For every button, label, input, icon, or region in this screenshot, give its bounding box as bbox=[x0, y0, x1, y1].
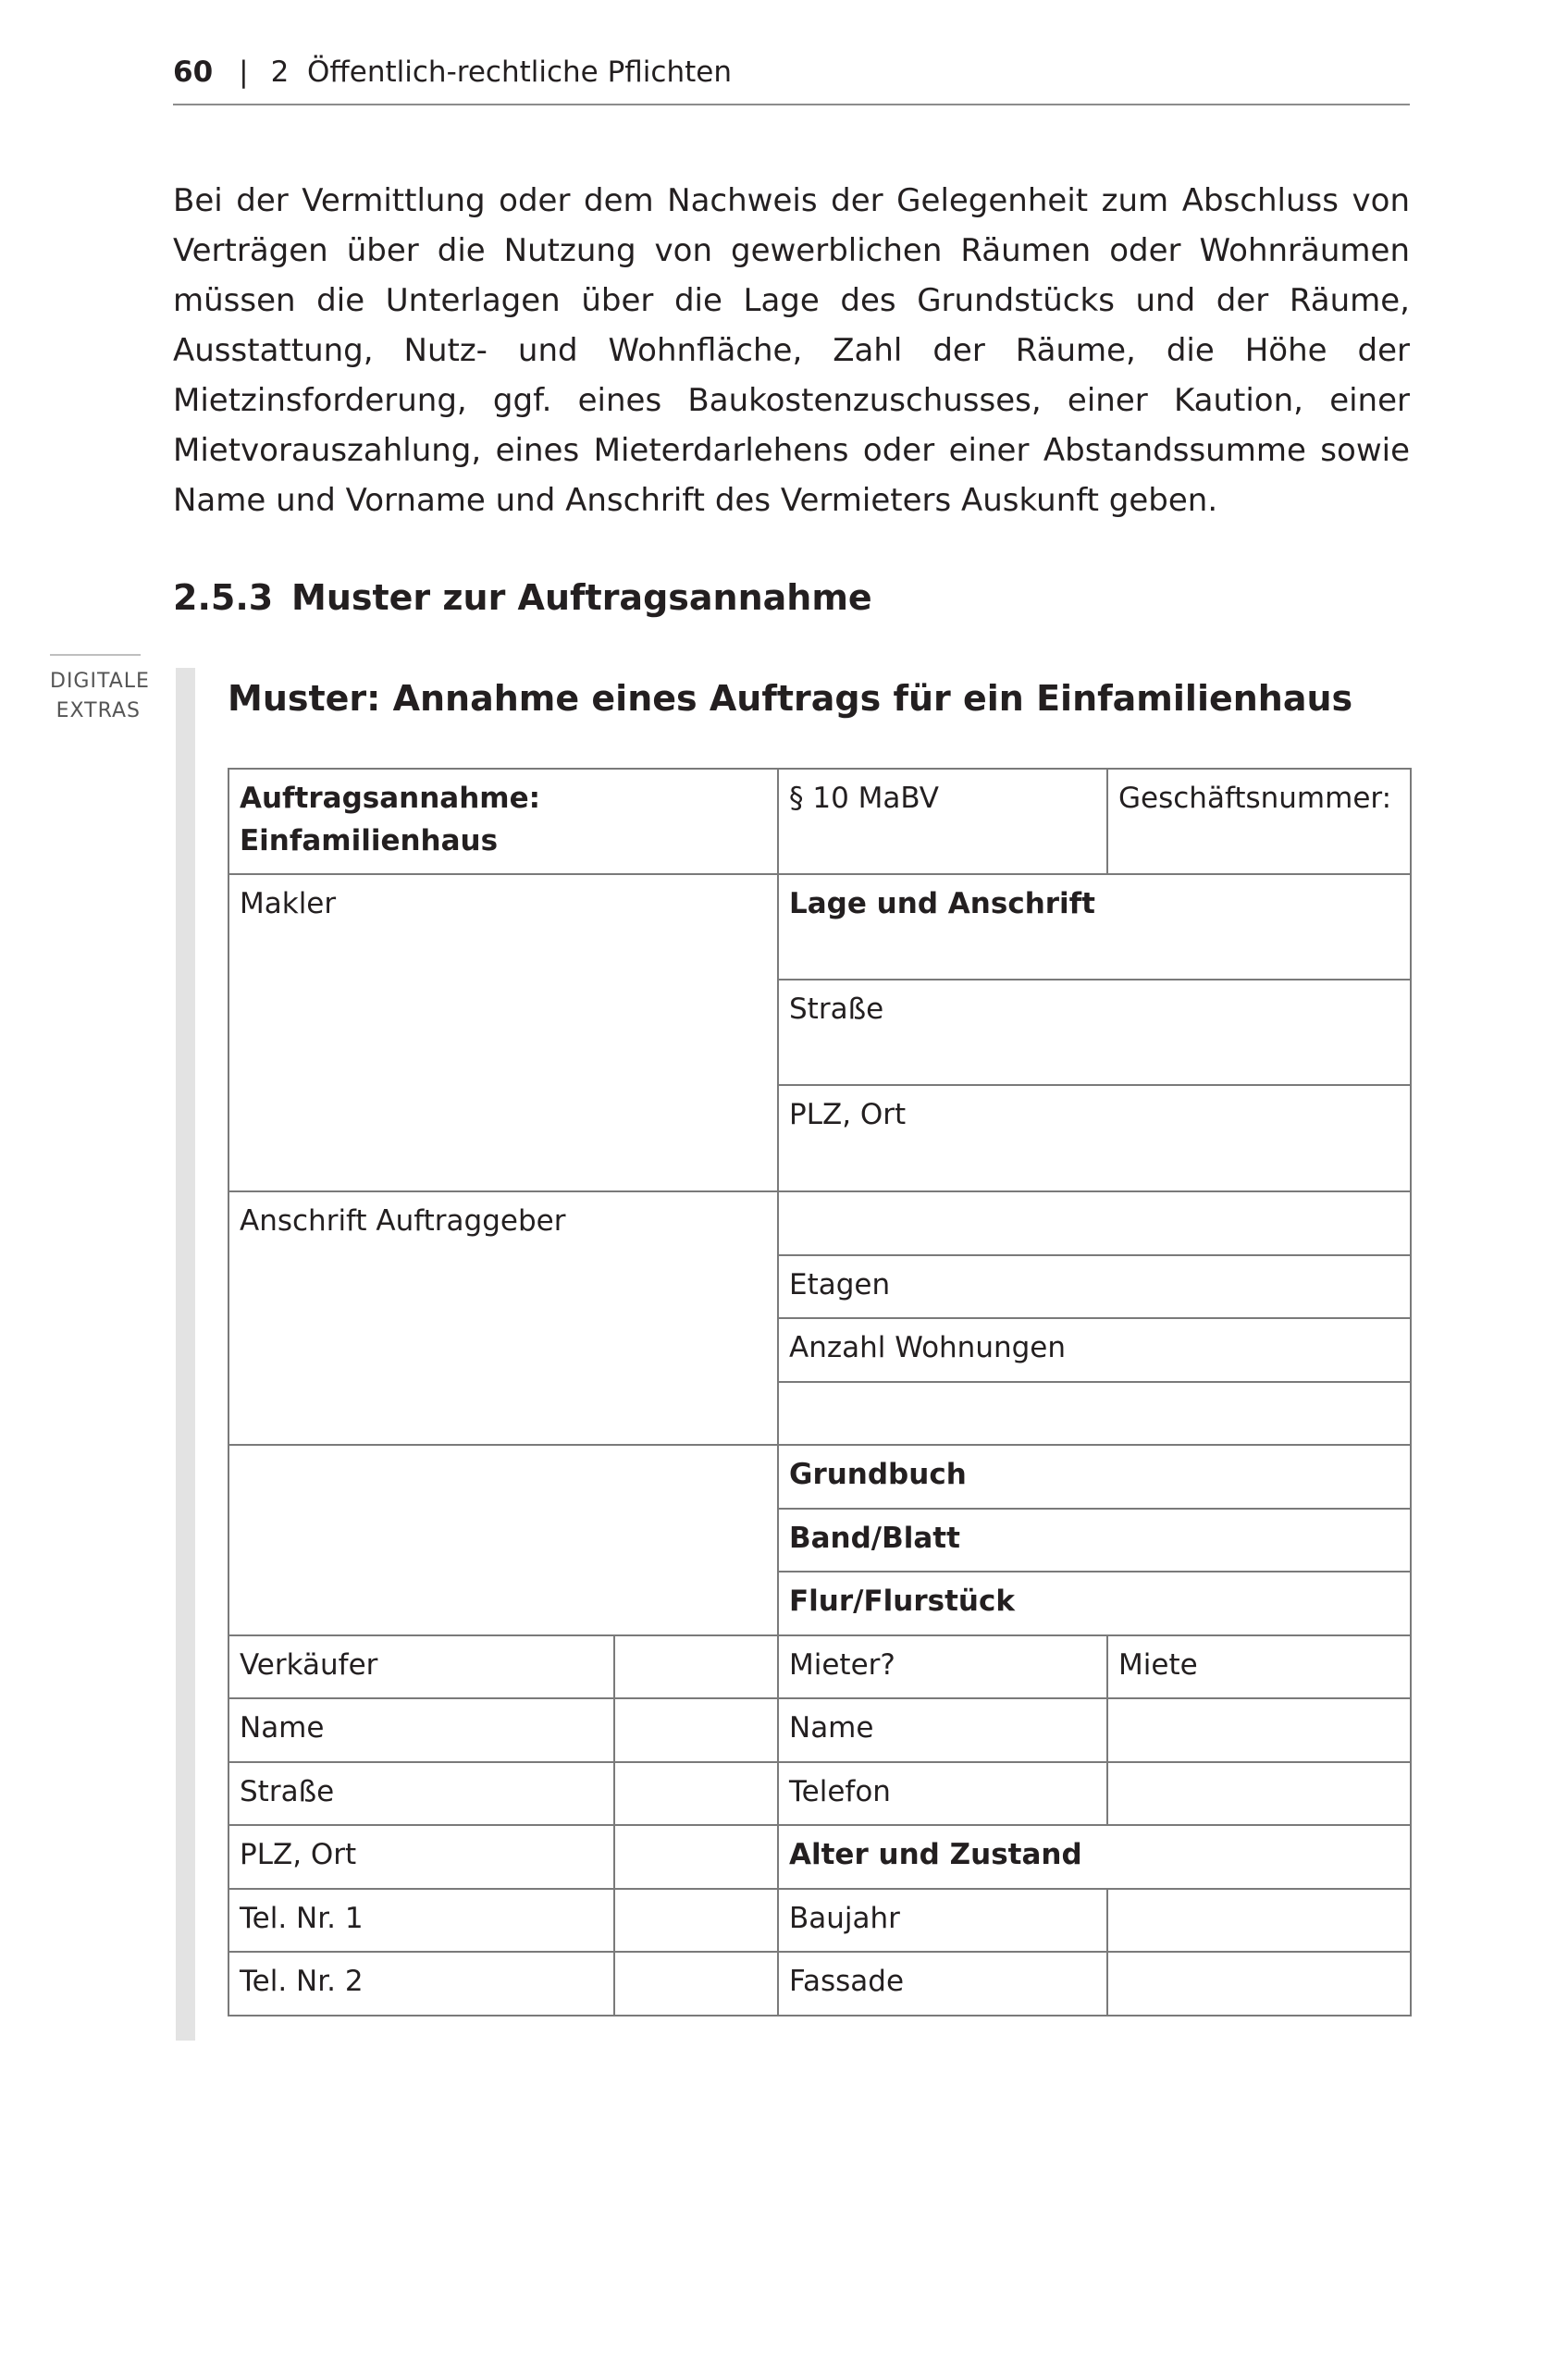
form-cell-tel2: Tel. Nr. 2 bbox=[228, 1952, 614, 2016]
section-number: 2.5.3 bbox=[173, 577, 274, 618]
form-cell-plz-ort-verkaeufer: PLZ, Ort bbox=[228, 1825, 614, 1889]
form-cell-empty-1 bbox=[778, 1191, 1411, 1255]
form-cell-empty-3 bbox=[228, 1445, 778, 1635]
page-number: 60 bbox=[173, 56, 214, 89]
form-cell-mieter: Mieter? bbox=[778, 1635, 1107, 1698]
form-cell-verkaeufer: Verkäufer bbox=[228, 1635, 614, 1698]
form-cell-makler: Makler bbox=[228, 874, 778, 1191]
form-cell-verkaeufer-value bbox=[614, 1635, 778, 1698]
form-cell-baujahr-value bbox=[1107, 1889, 1411, 1952]
form-cell-telefon-value bbox=[1107, 1762, 1411, 1825]
form-cell-tel2-value bbox=[614, 1952, 778, 2016]
form-cell-fassade: Fassade bbox=[778, 1952, 1107, 2016]
section-title: Muster zur Auftragsannahme bbox=[291, 577, 872, 618]
header-separator: | bbox=[239, 56, 249, 89]
extras-side-bar bbox=[176, 668, 195, 2041]
form-cell-strasse-verkaeufer-value bbox=[614, 1762, 778, 1825]
form-cell-name-verkaeufer: Name bbox=[228, 1698, 614, 1762]
form-cell-plz-ort-verkaeufer-value bbox=[614, 1825, 778, 1889]
form-cell-miete: Miete bbox=[1107, 1635, 1411, 1698]
form-cell-plz-ort-objekt: PLZ, Ort bbox=[778, 1085, 1411, 1191]
digital-extras-note bbox=[50, 654, 150, 726]
form-cell-geschaeftsnummer: Geschäftsnummer: bbox=[1107, 769, 1411, 874]
form-cell-band-blatt: Band/Blatt bbox=[778, 1509, 1411, 1572]
margin-note-line-2: EXTRAS bbox=[56, 699, 141, 722]
form-cell-telefon: Telefon bbox=[778, 1762, 1107, 1825]
form-cell-etagen: Etagen bbox=[778, 1255, 1411, 1318]
form-cell-tel1: Tel. Nr. 1 bbox=[228, 1889, 614, 1952]
form-cell-mabv: § 10 MaBV bbox=[778, 769, 1107, 874]
form-cell-empty-2 bbox=[778, 1382, 1411, 1445]
auftrag-label-line-2: Einfamilienhaus bbox=[240, 824, 499, 857]
form-cell-anschrift-auftraggeber: Anschrift Auftraggeber bbox=[228, 1191, 778, 1445]
pattern-title: Muster: Annahme eines Auftrags für ein Einfamilienhaus bbox=[228, 678, 1353, 719]
form-cell-fassade-value bbox=[1107, 1952, 1411, 2016]
form-cell-baujahr: Baujahr bbox=[778, 1889, 1107, 1952]
form-cell-strasse-objekt: Straße bbox=[778, 980, 1411, 1085]
section-heading bbox=[173, 572, 872, 623]
form-cell-name-mieter-value bbox=[1107, 1698, 1411, 1762]
running-header bbox=[173, 52, 1410, 105]
order-acceptance-form bbox=[228, 768, 1412, 2016]
body-paragraph: Bei der Vermittlung oder dem Nachweis der Gelegenheit zum Abschluss von Verträgen über die Nutzung von gewerblichen Räumen oder Wohnräumen müssen die Unterlagen über die Lage des Grundstücks und der Räume, Ausstattung, Nutz- und Wohnfläche, Zahl der Räume, die Höhe der Mietzinsforderung, ggf. eines Baukostenzuschusses, einer Kaution, einer Mietvorauszahlung, eines Mieterdarlehens oder einer Abstandssumme sowie Name und Vorname und Anschrift des Vermieters Auskunft geben. bbox=[173, 182, 1410, 519]
form-cell-name-verkaeufer-value bbox=[614, 1698, 778, 1762]
auftrag-label-line-1: Auftragsannahme: bbox=[240, 782, 540, 815]
form-cell-name-mieter: Name bbox=[778, 1698, 1107, 1762]
margin-note-line-1: DIGITALE bbox=[50, 670, 150, 693]
form-cell-grundbuch: Grundbuch bbox=[778, 1445, 1411, 1509]
form-cell-anzahl-wohnungen: Anzahl Wohnungen bbox=[778, 1318, 1411, 1382]
form-cell-tel1-value bbox=[614, 1889, 778, 1952]
chapter-title: 2 Öffentlich-rechtliche Pflichten bbox=[270, 56, 732, 89]
form-cell-alter-zustand: Alter und Zustand bbox=[778, 1825, 1411, 1889]
form-cell-strasse-verkaeufer: Straße bbox=[228, 1762, 614, 1825]
form-cell-flur: Flur/Flurstück bbox=[778, 1572, 1411, 1635]
form-cell-auftrag bbox=[228, 769, 778, 874]
form-cell-lage: Lage und Anschrift bbox=[778, 874, 1411, 980]
